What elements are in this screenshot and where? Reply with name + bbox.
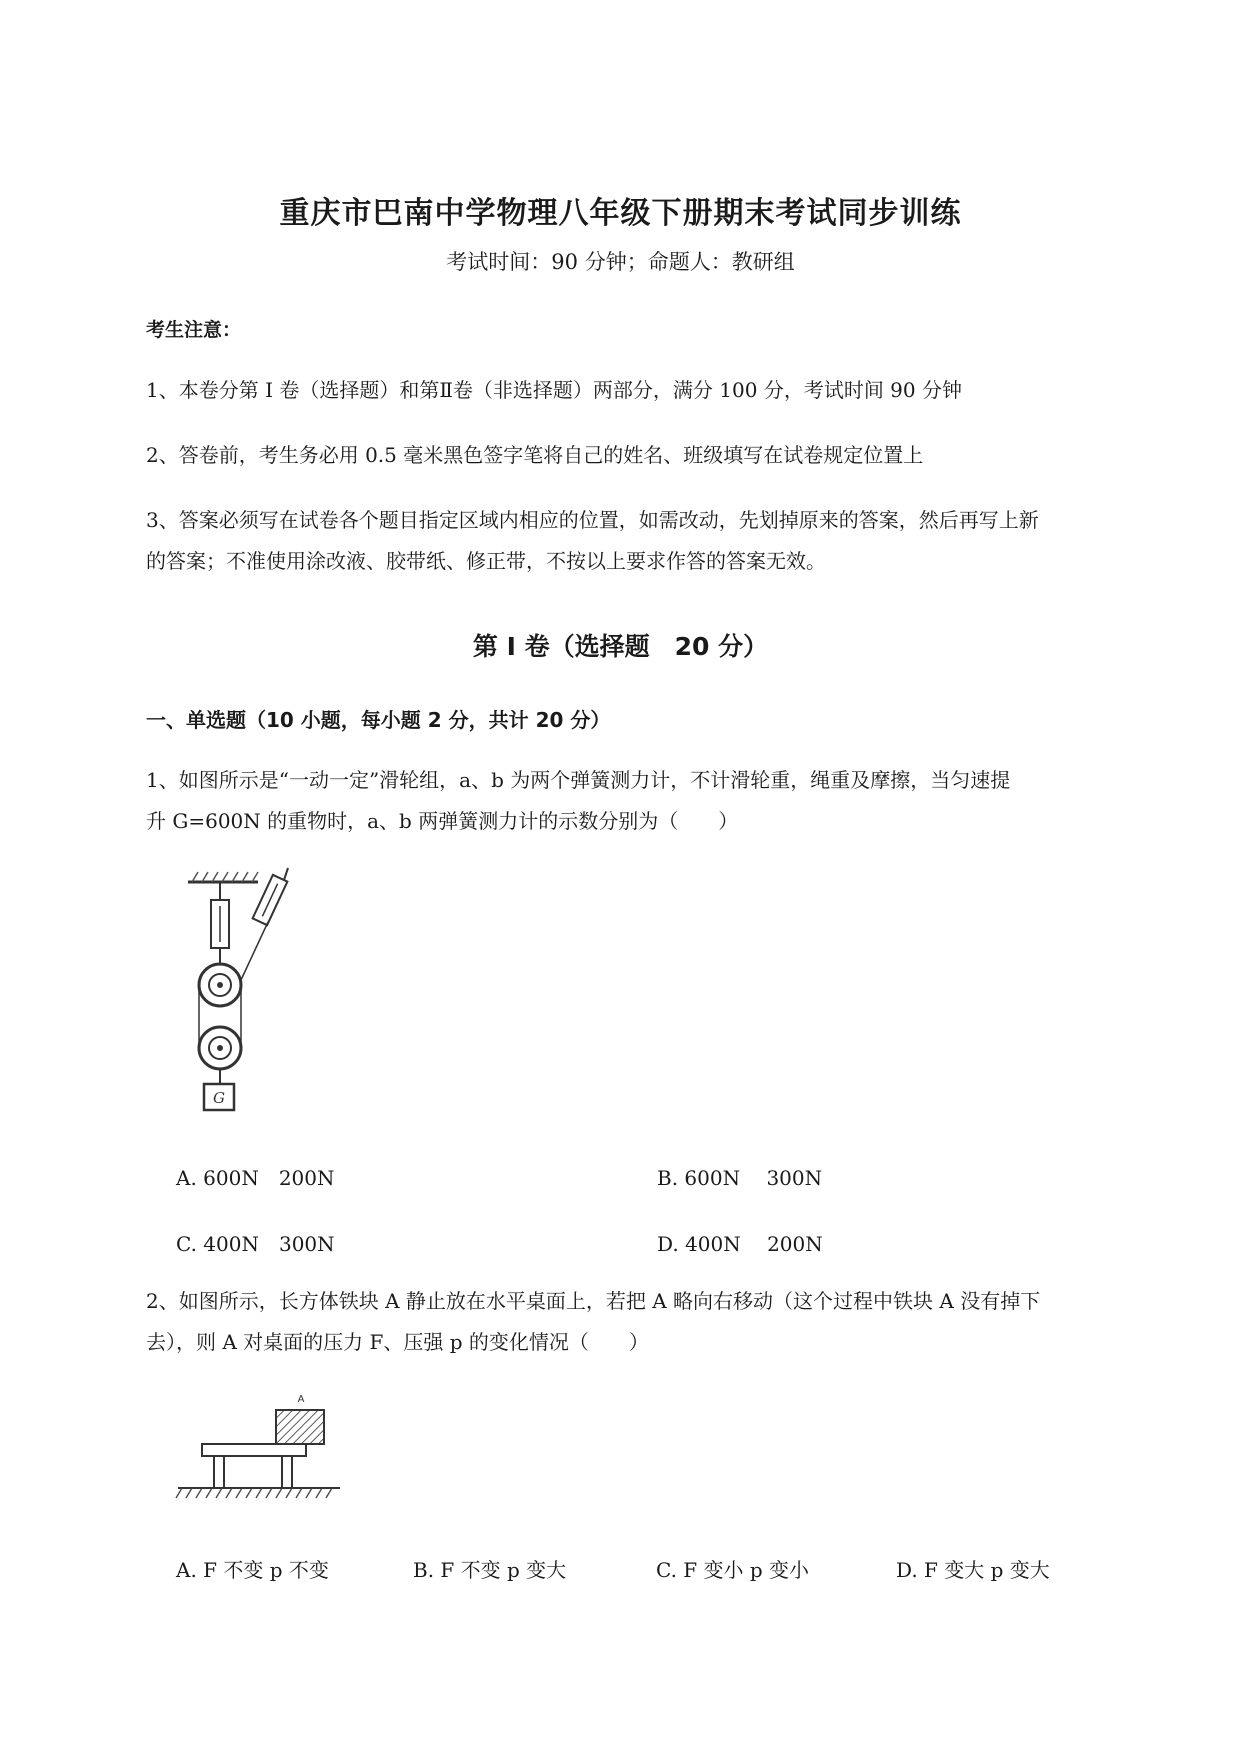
q1-option-c[interactable]: C. 400N 300N — [176, 1232, 335, 1256]
notice-item-1: 1、本卷分第 I 卷（选择题）和第Ⅱ卷（非选择题）两部分，满分 100 分，考试时间 90 分钟 — [146, 378, 962, 402]
section-title: 第 I 卷（选择题 20 分） — [472, 632, 769, 661]
q2-option-a[interactable]: A. F 不变 p 不变 — [176, 1558, 329, 1582]
q1-option-b[interactable]: B. 600N 300N — [657, 1166, 823, 1190]
question-2-line-1: 2、如图所示，长方体铁块 A 静止放在水平桌面上，若把 A 略向右移动（这个过程中铁块 A 没有掉下 — [146, 1289, 1041, 1313]
section-subheading: 一、单选题（10 小题，每小题 2 分，共计 20 分） — [146, 708, 611, 732]
q1-option-d[interactable]: D. 400N 200N — [657, 1232, 823, 1256]
q2-option-c[interactable]: C. F 变小 p 变小 — [656, 1558, 810, 1582]
notice-item-2: 2、答卷前，考生务必用 0.5 毫米黑色签字笔将自己的姓名、班级填写在试卷规定位置上 — [146, 443, 924, 467]
exam-info: 考试时间：90 分钟；命题人：教研组 — [446, 250, 795, 274]
notice-heading: 考生注意： — [146, 319, 242, 341]
table-block-figure — [170, 1388, 350, 1508]
q2-option-b[interactable]: B. F 不变 p 变大 — [413, 1558, 567, 1582]
notice-item-3: 3、答案必须写在试卷各个题目指定区域内相应的位置，如需改动，先划掉原来的答案，然后再写上新 — [146, 508, 1039, 532]
q1-option-a[interactable]: A. 600N 200N — [176, 1166, 335, 1190]
block-label: A — [297, 1394, 305, 1405]
page-title: 重庆市巴南中学物理八年级下册期末考试同步训练 — [279, 196, 962, 231]
notice-item-3-cont: 的答案；不准使用涂改液、胶带纸、修正带，不按以上要求作答的答案无效。 — [146, 549, 826, 573]
pulley-system-figure — [168, 860, 308, 1120]
weight-label: G — [213, 1089, 225, 1107]
question-1-line-2: 升 G=600N 的重物时，a、b 两弹簧测力计的示数分别为（ ） — [146, 809, 739, 833]
q2-option-d[interactable]: D. F 变大 p 变大 — [896, 1558, 1050, 1582]
question-1-line-1: 1、如图所示是“一动一定”滑轮组，a、b 为两个弹簧测力计，不计滑轮重，绳重及摩擦，当匀速提 — [146, 768, 1011, 792]
question-2-line-2: 去），则 A 对桌面的压力 F、压强 p 的变化情况（ ） — [146, 1330, 649, 1354]
